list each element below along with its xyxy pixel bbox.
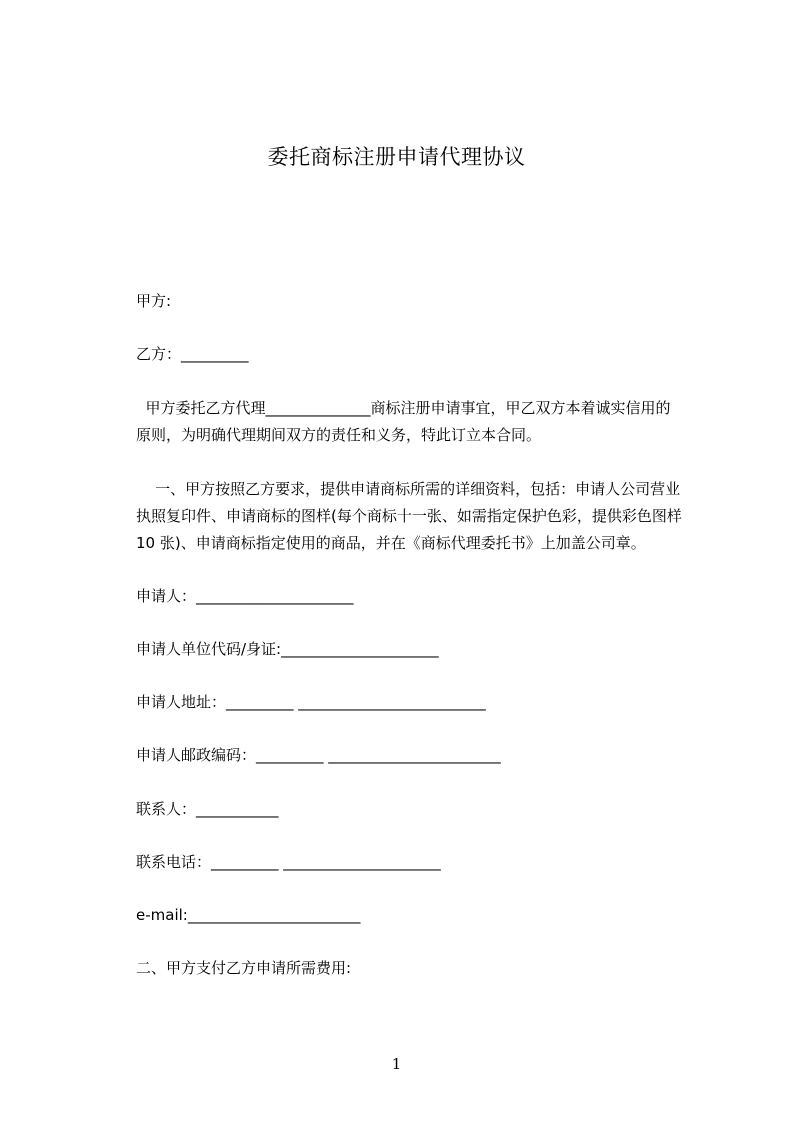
clause-1-line-3: 10 张)、申请商标指定使用的商品，并在《商标代理委托书》上加盖公司章。 xyxy=(136,534,646,552)
intro-line-1: 甲方委托乙方代理______________商标注册申请事宜，甲乙双方本着诚实信用的 xyxy=(136,399,671,417)
document-title: 委托商标注册申请代理协议 xyxy=(267,145,526,169)
clause-2-heading: 二、甲方支付乙方申请所需费用: xyxy=(136,959,352,977)
party-a-line: 甲方: xyxy=(136,292,172,310)
contact-phone-field: 联系电话：_________ _____________________ xyxy=(136,853,441,871)
applicant-code-field: 申请人单位代码/身证:_____________________ xyxy=(136,640,439,658)
intro-line-2: 原则，为明确代理期间双方的责任和义务，特此订立本合同。 xyxy=(136,426,542,444)
applicant-field: 申请人：_____________________ xyxy=(136,587,354,605)
contact-person-field: 联系人：___________ xyxy=(136,800,279,818)
clause-1-line-2: 执照复印件、申请商标的图样(每个商标十一张、如需指定保护色彩，提供彩色图样 xyxy=(136,507,682,525)
party-b-line: 乙方：_________ xyxy=(136,345,249,363)
applicant-address-field: 申请人地址：_________ _________________________ xyxy=(136,693,486,711)
page-number: 1 xyxy=(391,1055,402,1073)
email-field: e-mail:_______________________ xyxy=(136,906,361,924)
clause-1-line-1: 一、甲方按照乙方要求，提供申请商标所需的详细资料，包括：申请人公司营业 xyxy=(136,480,681,498)
applicant-postcode-field: 申请人邮政编码：_________ _______________________ xyxy=(136,746,501,764)
